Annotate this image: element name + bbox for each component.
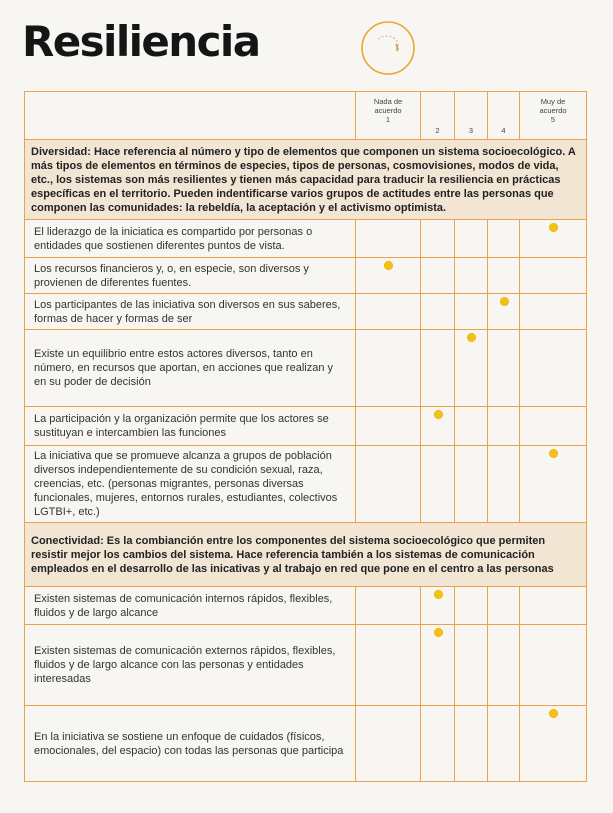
rating-dot <box>434 590 443 599</box>
item-statement: Los participantes de las iniciativa son diversos en sus saberes, formas de hacer y formas de ser <box>25 294 356 330</box>
scale-label-5 <box>520 92 587 140</box>
rating-cell-2[interactable] <box>421 258 455 294</box>
rating-cell-3[interactable] <box>455 258 488 294</box>
item-statement: Existe un equilibrio entre estos actores diversos, tanto en número, en recursos que aportan, en acciones que realizan y en su poder de decisión <box>25 330 356 407</box>
rating-cell-3[interactable] <box>455 446 488 523</box>
scale-label-1-number: 1 <box>385 115 391 124</box>
rating-cell-1[interactable] <box>356 258 421 294</box>
item-statement: El liderazgo de la iniciatica es compartido por personas o entidades que sostienen diferentes puntos de vista. <box>25 220 356 258</box>
scale-label-1-line1: Nada de <box>373 97 403 106</box>
section-name: Diversidad: <box>31 145 91 158</box>
rating-cell-2[interactable] <box>421 407 455 446</box>
section-description <box>25 523 587 587</box>
item-statement: La iniciativa que se promueve alcanza a grupos de población diversos independientemente de su condición sexual, raza, creencias, etc. (personas migrantes, personas diversas funcionales, mujeres, entornos rurales, estudiantes, colectivos LGTBI+, etc.) <box>25 446 356 523</box>
table-row <box>25 220 587 258</box>
table-row <box>25 407 587 446</box>
rating-cell-3[interactable] <box>455 706 488 782</box>
rating-cell-5[interactable] <box>520 407 587 446</box>
table-row <box>25 587 587 625</box>
rating-cell-4[interactable] <box>488 587 520 625</box>
item-statement: En la iniciativa se sostiene un enfoque de cuidados (físicos, emocionales, del espacio) con todas las personas que participa <box>25 706 356 782</box>
rating-cell-5[interactable] <box>520 587 587 625</box>
scale-label-4: 4 <box>488 92 520 140</box>
page-title: Resiliencia <box>22 17 260 66</box>
resilience-table <box>24 91 587 782</box>
rating-cell-5[interactable] <box>520 446 587 523</box>
rating-cell-4[interactable] <box>488 258 520 294</box>
rating-cell-2[interactable] <box>421 446 455 523</box>
rating-cell-1[interactable] <box>356 330 421 407</box>
scale-label-1 <box>356 92 421 140</box>
scale-header-row <box>25 92 587 140</box>
scale-label-5-line1: Muy de <box>540 97 566 106</box>
rating-cell-1[interactable] <box>356 407 421 446</box>
scale-label-5-line2: acuerdo <box>539 106 567 115</box>
rating-cell-3[interactable] <box>455 587 488 625</box>
table-row <box>25 294 587 330</box>
rating-cell-3[interactable] <box>455 220 488 258</box>
rating-dot <box>434 628 443 637</box>
rating-cell-3[interactable] <box>455 625 488 706</box>
section-row <box>25 140 587 220</box>
rating-cell-4[interactable] <box>488 220 520 258</box>
rating-cell-2[interactable] <box>421 220 455 258</box>
rating-dot <box>467 333 476 342</box>
table-row <box>25 330 587 407</box>
rating-cell-4[interactable] <box>488 625 520 706</box>
rating-cell-1[interactable] <box>356 706 421 782</box>
rating-cell-4[interactable] <box>488 706 520 782</box>
rating-cell-3[interactable] <box>455 294 488 330</box>
rating-cell-5[interactable] <box>520 706 587 782</box>
rating-cell-5[interactable] <box>520 258 587 294</box>
item-statement: Existen sistemas de comunicación internos rápidos, flexibles, fluidos y de largo alcance <box>25 587 356 625</box>
rating-cell-1[interactable] <box>356 220 421 258</box>
rating-cell-3[interactable] <box>455 330 488 407</box>
header-empty-cell <box>25 92 356 140</box>
rating-dot <box>549 709 558 718</box>
rating-cell-5[interactable] <box>520 330 587 407</box>
rating-cell-4[interactable] <box>488 407 520 446</box>
scale-label-2: 2 <box>421 92 455 140</box>
table-row <box>25 706 587 782</box>
rating-cell-2[interactable] <box>421 330 455 407</box>
rating-cell-3[interactable] <box>455 407 488 446</box>
rating-dot <box>549 449 558 458</box>
item-statement: La participación y la organización permite que los actores se sustituyan e intercambien las funciones <box>25 407 356 446</box>
rating-cell-4[interactable] <box>488 446 520 523</box>
rating-cell-5[interactable] <box>520 294 587 330</box>
rating-dot <box>384 261 393 270</box>
rating-cell-5[interactable] <box>520 625 587 706</box>
rating-cell-2[interactable] <box>421 294 455 330</box>
section-row <box>25 523 587 587</box>
section-text: Hace referencia al número y tipo de elementos que componen un sistema socioecológico. A más tipos de elementos en términos de especies, tipos de personas, cosmovisiones, modos de vida, etc., los sistemas son más resilientes y tienen más capacidad para traducir la resiliencia en prácticas específicas en el territorio. Pueden indentificarse varios grupos de actitudes entre las personas que componen las comunidades: la rebeldía, la aceptación y el activismo optimista. <box>31 145 576 214</box>
rating-cell-2[interactable] <box>421 625 455 706</box>
table-row <box>25 446 587 523</box>
rating-cell-1[interactable] <box>356 446 421 523</box>
item-statement: Existen sistemas de comunicación externos rápidos, flexibles, fluidos y de largo alcance con las personas y entidades interesadas <box>25 625 356 706</box>
section-name: Conectividad: <box>31 534 104 547</box>
rating-cell-2[interactable] <box>421 587 455 625</box>
rating-cell-1[interactable] <box>356 294 421 330</box>
table-row <box>25 625 587 706</box>
section-text: Es la combianción entre los componentes del sistema socioecológico que permiten resistir mejor los cambios del sistema. Hace referencia también a los sistemas de comunicación empleados en el desarrollo de las inicativas y al trabajo en red que pone en el centro a las personas <box>31 534 554 575</box>
rating-cell-4[interactable] <box>488 330 520 407</box>
rating-cell-1[interactable] <box>356 587 421 625</box>
rating-dot <box>434 410 443 419</box>
spiral-circle-icon <box>360 20 416 76</box>
section-description <box>25 140 587 220</box>
rating-cell-5[interactable] <box>520 220 587 258</box>
rating-cell-4[interactable] <box>488 294 520 330</box>
item-statement: Los recursos financieros y, o, en especie, son diversos y provienen de diferentes fuentes. <box>25 258 356 294</box>
scale-label-1-line2: acuerdo <box>374 106 402 115</box>
rating-dot <box>500 297 509 306</box>
rating-dot <box>549 223 558 232</box>
table-row <box>25 258 587 294</box>
scale-label-3: 3 <box>455 92 488 140</box>
rating-cell-2[interactable] <box>421 706 455 782</box>
rating-cell-1[interactable] <box>356 625 421 706</box>
scale-label-5-number: 5 <box>550 115 556 124</box>
